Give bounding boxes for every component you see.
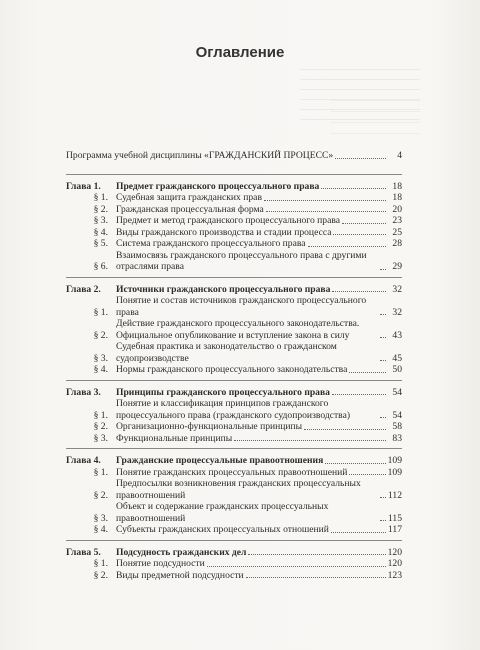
chapter-divider xyxy=(66,540,402,541)
section-number: § 1. xyxy=(93,466,108,478)
section-number: § 1. xyxy=(93,558,108,569)
chapter-divider xyxy=(66,380,402,381)
section-title: Объект и содержание гражданских процессуальных правоотношений xyxy=(116,501,329,524)
toc-chapter-entry[interactable] xyxy=(66,547,402,559)
toc-page-number: 18 xyxy=(392,192,402,203)
leader-dots xyxy=(246,577,386,578)
chapter-list xyxy=(66,174,402,582)
section-title: Виды предметной подсудности xyxy=(116,569,244,581)
toc-page-number: 109 xyxy=(387,455,402,466)
toc-section-entry[interactable] xyxy=(66,250,402,273)
toc-chapter-entry[interactable] xyxy=(66,387,402,399)
section-title: Гражданская процессуальная форма xyxy=(116,203,264,215)
toc-page-number: 58 xyxy=(392,421,402,432)
section-title: Судебная практика и законодательство о гражданском судопроизводстве xyxy=(116,341,337,364)
section-number: § 5. xyxy=(93,238,108,249)
toc-section-entry[interactable] xyxy=(66,421,402,433)
chapter-title: Подсудность гражданских дел xyxy=(116,546,247,558)
leader-dots xyxy=(380,497,386,498)
toc-page-number: 45 xyxy=(392,352,402,364)
section-title: Нормы гражданского процессуального законодательства xyxy=(116,364,348,375)
leader-dots xyxy=(321,188,386,189)
section-title: Понятие и классификация принципов гражданского процессуального права (гражданского судопроизводства) xyxy=(116,398,351,421)
toc-page-number: 28 xyxy=(392,238,402,249)
chapter-divider xyxy=(66,448,402,449)
chapter-label: Глава 1. xyxy=(66,180,101,192)
leader-dots xyxy=(266,211,386,212)
leader-dots xyxy=(332,291,386,292)
section-title: Субъекты гражданских процессуальных отношений xyxy=(116,524,329,535)
table-of-contents xyxy=(66,150,402,581)
chapter-title: Источники гражданского процессуального права xyxy=(116,283,331,295)
section-number: § 2. xyxy=(93,329,108,341)
toc-page-number: 83 xyxy=(392,432,402,444)
section-number: § 4. xyxy=(93,524,108,535)
section-number: § 3. xyxy=(93,432,108,444)
section-number: § 4. xyxy=(93,364,108,375)
section-title: Понятие и состав источников гражданского процессуального права xyxy=(116,295,367,318)
leader-dots xyxy=(264,200,386,201)
leader-dots xyxy=(331,532,386,533)
leader-dots xyxy=(380,417,386,418)
section-number: § 3. xyxy=(93,352,108,364)
bleed-through-artifact xyxy=(330,90,420,140)
page-title: Оглавление xyxy=(195,44,285,61)
toc-section-entry[interactable] xyxy=(66,398,402,421)
leader-dots xyxy=(248,554,385,555)
section-title: Система гражданского процессуального права xyxy=(116,238,306,249)
toc-page-number: 25 xyxy=(392,226,402,238)
toc-entry-program[interactable] xyxy=(66,150,402,162)
leader-dots xyxy=(380,360,386,361)
section-number: § 1. xyxy=(93,306,108,318)
toc-page-number: 4 xyxy=(397,150,402,161)
leader-dots xyxy=(332,394,386,395)
toc-page-number: 109 xyxy=(387,466,402,478)
chapter-title: Гражданские процессуальные правоотношения xyxy=(116,455,324,466)
leader-dots xyxy=(349,474,385,475)
toc-page-number: 117 xyxy=(387,524,402,535)
toc-entry-text: Программа учебной дисциплины «ГРАЖДАНСКИЙ ПРОЦЕСС» xyxy=(66,150,334,161)
section-number: § 1. xyxy=(93,192,108,203)
toc-page-number: 115 xyxy=(387,512,402,524)
section-number: § 2. xyxy=(93,421,108,432)
chapter-label: Глава 5. xyxy=(66,546,101,558)
toc-chapter-entry[interactable] xyxy=(66,181,402,193)
toc-section-entry[interactable] xyxy=(66,524,402,536)
leader-dots xyxy=(234,440,386,441)
section-number: § 3. xyxy=(93,215,108,226)
toc-section-entry[interactable] xyxy=(66,204,402,216)
toc-section-entry[interactable] xyxy=(66,501,402,524)
toc-section-entry[interactable] xyxy=(66,570,402,582)
leader-dots xyxy=(304,429,386,430)
section-title: Предмет и метод гражданского процессуального права xyxy=(116,215,340,226)
section-number: § 4. xyxy=(93,226,108,238)
leader-dots xyxy=(349,372,386,373)
leader-dots xyxy=(380,314,386,315)
toc-page-number: 23 xyxy=(392,215,402,226)
toc-page-number: 112 xyxy=(387,489,402,501)
toc-section-entry[interactable] xyxy=(66,467,402,479)
chapter-label: Глава 2. xyxy=(66,283,101,295)
leader-dots xyxy=(207,566,386,567)
toc-page-number: 54 xyxy=(392,386,402,398)
chapter-divider xyxy=(66,277,402,278)
section-number: § 6. xyxy=(93,261,108,272)
toc-section-entry[interactable] xyxy=(66,318,402,341)
toc-section-entry[interactable] xyxy=(66,478,402,501)
toc-page-number: 29 xyxy=(392,261,402,272)
chapter-divider xyxy=(66,174,402,175)
toc-section-entry[interactable] xyxy=(66,215,402,227)
chapter-label: Глава 3. xyxy=(66,386,101,398)
section-title: Взаимосвязь гражданского процессуального права с другими отраслями права xyxy=(116,249,367,272)
leader-dots xyxy=(333,234,386,235)
toc-section-entry[interactable] xyxy=(66,295,402,318)
leader-dots xyxy=(342,223,386,224)
toc-page-number: 120 xyxy=(387,546,402,558)
toc-page-number: 20 xyxy=(392,203,402,215)
leader-dots xyxy=(380,337,386,338)
leader-dots xyxy=(380,269,386,270)
leader-dots xyxy=(308,246,386,247)
section-number: § 2. xyxy=(93,203,108,215)
section-number: § 2. xyxy=(93,489,108,501)
toc-page-number: 54 xyxy=(392,409,402,421)
section-title: Виды гражданского производства и стадии процесса xyxy=(116,226,332,238)
toc-section-entry[interactable] xyxy=(66,433,402,445)
chapter-title: Принципы гражданского процессуального права xyxy=(116,386,330,398)
leader-dots xyxy=(335,158,386,159)
section-title: Организационно-функциональные принципы xyxy=(116,421,303,432)
toc-section-entry[interactable] xyxy=(66,227,402,239)
section-title: Понятие гражданских процессуальных правоотношений xyxy=(116,466,348,478)
chapter-label: Глава 4. xyxy=(66,455,101,466)
toc-section-entry[interactable] xyxy=(66,558,402,570)
toc-page-number: 32 xyxy=(392,283,402,295)
section-title: Понятие подсудности xyxy=(116,558,205,569)
toc-page-number: 18 xyxy=(392,180,402,192)
toc-section-entry[interactable] xyxy=(66,238,402,250)
toc-page-number: 32 xyxy=(392,306,402,318)
chapter-title: Предмет гражданского процессуального права xyxy=(116,180,320,192)
toc-section-entry[interactable] xyxy=(66,364,402,376)
toc-page-number: 43 xyxy=(392,329,402,341)
section-title: Действие гражданского процессуального законодательства. Официальное опубликование и вступление закона в силу xyxy=(116,318,360,341)
section-number: § 3. xyxy=(93,512,108,524)
section-title: Предпосылки возникновения гражданских процессуальных правоотношений xyxy=(116,478,361,501)
leader-dots xyxy=(380,520,386,521)
toc-section-entry[interactable] xyxy=(66,341,402,364)
section-number: § 2. xyxy=(93,569,108,581)
toc-page-number: 50 xyxy=(392,364,402,375)
toc-page-number: 120 xyxy=(387,558,402,569)
section-number: § 1. xyxy=(93,409,108,421)
section-title: Функциональные принципы xyxy=(116,432,233,444)
toc-section-entry[interactable] xyxy=(66,192,402,204)
section-title: Судебная защита гражданских прав xyxy=(116,192,262,203)
leader-dots xyxy=(325,463,385,464)
toc-chapter-entry[interactable] xyxy=(66,284,402,296)
toc-chapter-entry[interactable] xyxy=(66,455,402,467)
toc-page-number: 123 xyxy=(387,569,402,581)
